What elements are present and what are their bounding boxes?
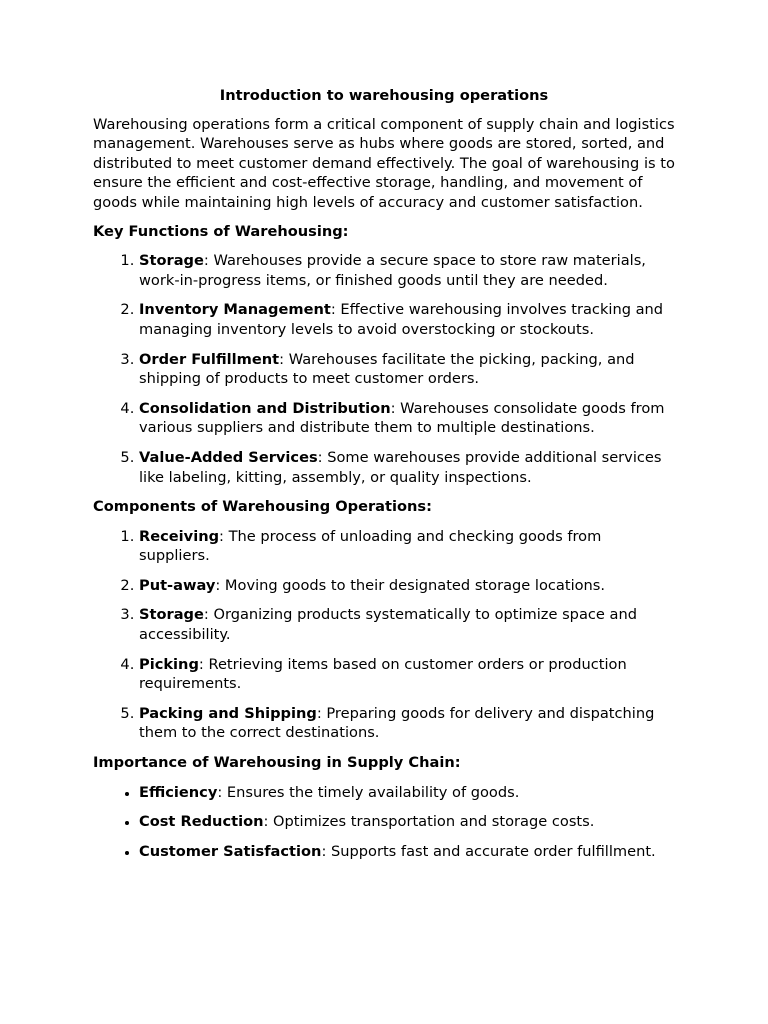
list-item — [139, 842, 675, 862]
list-item-term: Put-away — [139, 576, 216, 594]
list-item — [139, 251, 675, 290]
list-item — [139, 783, 675, 803]
list-item — [139, 605, 675, 644]
intro-paragraph: Warehousing operations form a critical component of supply chain and logistics management. Warehouses serve as hubs where goods are stored, sorted, and distributed to meet customer demand effectively. The goal of warehousing is to ensure the efficient and cost-effective storage, handling, and movement of goods while maintaining high levels of accuracy and customer satisfaction. — [93, 115, 675, 211]
list-item — [139, 350, 675, 389]
list-item-term: Consolidation and Distribution — [139, 399, 391, 417]
components-list — [93, 527, 675, 743]
list-item-term: Inventory Management — [139, 301, 331, 319]
list-item-term: Cost Reduction — [139, 813, 264, 831]
list-item — [139, 655, 675, 694]
list-item-term: Value-Added Services — [139, 448, 318, 466]
list-item-text: : Retrieving items based on customer orders or production requirements. — [139, 655, 627, 693]
list-item-term: Customer Satisfaction — [139, 842, 322, 860]
list-item-text: : Optimizes transportation and storage costs. — [263, 813, 595, 831]
list-item-text: : Moving goods to their designated storage locations. — [215, 576, 606, 594]
list-item — [139, 576, 675, 596]
list-item-term: Packing and Shipping — [139, 704, 317, 722]
list-item-text: : Effective warehousing involves tracking and managing inventory levels to avoid overstocking or stockouts. — [139, 301, 664, 338]
list-item-text: : Supports fast and accurate order fulfillment. — [321, 842, 656, 860]
list-item-text: : Preparing goods for delivery and dispatching them to the correct destinations. — [139, 704, 655, 742]
key-functions-list — [93, 251, 675, 487]
list-item-term: Efficiency — [139, 783, 218, 801]
list-item-text: : Warehouses facilitate the picking, packing, and shipping of products to meet customer orders. — [139, 350, 635, 388]
section-heading-components: Components of Warehousing Operations: — [93, 498, 432, 516]
importance-list — [93, 783, 675, 862]
list-item-text: : Organizing products systematically to optimize space and accessibility. — [139, 606, 637, 644]
list-item-term: Picking — [139, 655, 199, 673]
list-item-text: : Warehouses provide a secure space to store raw materials, work-in-progress items, or finished goods until they are needed. — [139, 252, 646, 289]
list-item-term: Receiving — [139, 527, 220, 545]
list-item-text: : Some warehouses provide additional services like labeling, kitting, assembly, or quality inspections. — [139, 448, 662, 486]
list-item — [139, 527, 675, 566]
list-item — [139, 448, 675, 487]
list-item — [139, 300, 675, 339]
list-item — [139, 399, 675, 438]
list-item — [139, 704, 675, 743]
section-heading-importance: Importance of Warehousing in Supply Chain: — [93, 754, 461, 772]
list-item-term: Storage — [139, 252, 204, 270]
list-item-text: : Warehouses consolidate goods from various suppliers and distribute them to multiple destinations. — [139, 399, 665, 437]
list-item — [139, 812, 675, 832]
document-title: Introduction to warehousing operations — [219, 87, 549, 104]
list-item-term: Storage — [139, 606, 204, 624]
list-item-text: : Ensures the timely availability of goods. — [217, 783, 520, 801]
list-item-term: Order Fulfillment — [139, 350, 280, 368]
list-item-text: : The process of unloading and checking goods from suppliers. — [139, 527, 602, 565]
section-heading-key-functions: Key Functions of Warehousing: — [93, 222, 349, 240]
